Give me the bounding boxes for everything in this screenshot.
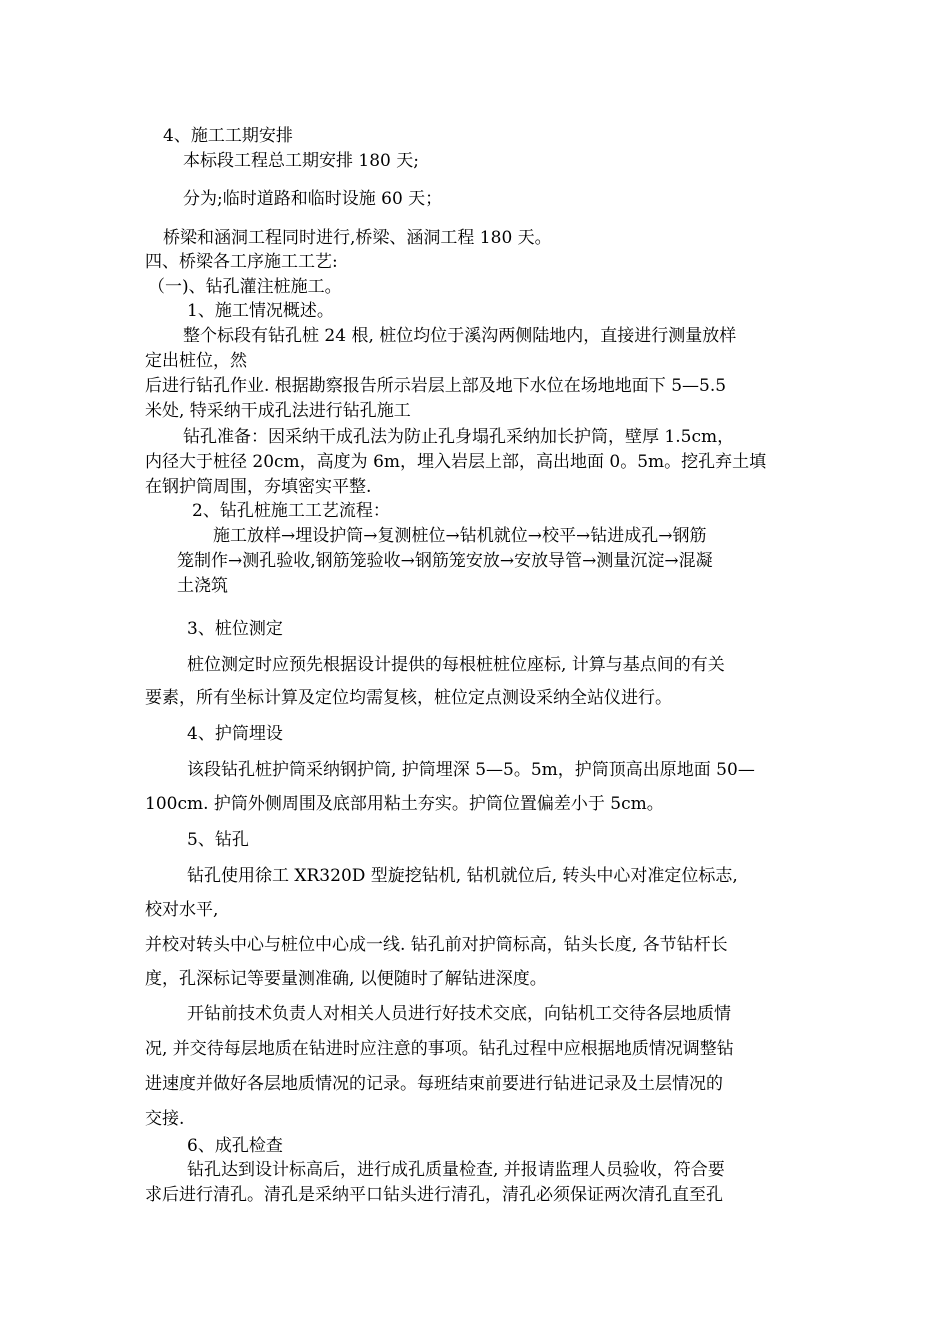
- paragraph-line: 定出桩位，然: [145, 351, 247, 371]
- paragraph-line: 施工放样→埋设护筒→复测桩位→钻机就位→校平→钻进成孔→钢筋: [213, 526, 707, 546]
- item-heading: 1、施工情况概述。: [187, 301, 334, 321]
- paragraph-line: 要素，所有坐标计算及定位均需复核，桩位定点测设采纳全站仪进行。: [145, 688, 672, 708]
- item-heading: 3、桩位测定: [187, 619, 283, 639]
- paragraph-line: 100cm. 护筒外侧周围及底部用粘土夯实。护筒位置偏差小于 5cm。: [145, 794, 664, 814]
- paragraph-line: 钻孔使用徐工 XR320D 型旋挖钻机, 钻机就位后, 转头中心对准定位标志,: [187, 866, 738, 886]
- paragraph-line: 钻孔准备：因采纳干成孔法为防止孔身塌孔采纳加长护筒，壁厚 1.5cm，: [183, 427, 735, 447]
- paragraph-line: 况, 并交待每层地质在钻进时应注意的事项。钻孔过程中应根据地质情况调整钻: [145, 1039, 734, 1059]
- paragraph-line: 并校对转头中心与桩位中心成一线. 钻孔前对护筒标高，钻头长度, 各节钻杆长: [145, 935, 728, 955]
- paragraph-line: 开钻前技术负责人对相关人员进行好技术交底，向钻机工交待各层地质情: [187, 1004, 731, 1024]
- item-heading: 5、钻孔: [187, 830, 249, 850]
- paragraph-line: 后进行钻孔作业. 根据勘察报告所示岩层上部及地下水位在场地地面下 5—5.5: [145, 376, 727, 396]
- paragraph-line: 桥梁和涵洞工程同时进行,桥梁、涵洞工程 180 天。: [163, 228, 552, 248]
- paragraph-line: 笼制作→测孔验收,钢筋笼验收→钢筋笼安放→安放导管→测量沉淀→混凝: [177, 551, 713, 571]
- paragraph-line: 桩位测定时应预先根据设计提供的每根桩桩位座标, 计算与基点间的有关: [187, 655, 725, 675]
- paragraph-line: 度，孔深标记等要量测准确, 以便随时了解钻进深度。: [145, 969, 547, 989]
- paragraph-line: 米处, 特采纳干成孔法进行钻孔施工: [145, 401, 411, 421]
- paragraph-line: 钻孔达到设计标高后，进行成孔质量检查, 并报请监理人员验收，符合要: [187, 1160, 725, 1180]
- paragraph-line: 土浇筑: [177, 576, 228, 596]
- chapter-heading: 四、桥梁各工序施工工艺:: [145, 252, 338, 272]
- paragraph-line: 校对水平,: [145, 900, 219, 920]
- paragraph-line: 求后进行清孔。清孔是采纳平口钻头进行清孔，清孔必须保证两次清孔直至孔: [145, 1185, 723, 1205]
- paragraph-line: 分为;临时道路和临时设施 60 天；: [183, 189, 443, 209]
- item-heading: 2、钻孔桩施工工艺流程：: [192, 501, 390, 521]
- paragraph-line: 该段钻孔桩护筒采纳钢护筒, 护筒埋深 5—5。5m，护筒顶高出原地面 50—: [187, 760, 755, 780]
- item-heading: 4、护筒埋设: [187, 724, 283, 744]
- paragraph-line: 本标段工程总工期安排 180 天;: [183, 151, 419, 171]
- paragraph-line: 整个标段有钻孔桩 24 根, 桩位均位于溪沟两侧陆地内，直接进行测量放样: [183, 326, 737, 346]
- subsection-heading: （一)、钻孔灌注桩施工。: [148, 277, 342, 297]
- item-heading: 6、成孔检查: [187, 1136, 283, 1156]
- paragraph-line: 交接.: [145, 1109, 185, 1129]
- paragraph-line: 内径大于桩径 20cm，高度为 6m，埋入岩层上部，高出地面 0。5m。挖孔弃土填: [145, 452, 767, 472]
- section-heading-schedule: 4、施工工期安排: [163, 126, 293, 146]
- paragraph-line: 进速度并做好各层地质情况的记录。每班结束前要进行钻进记录及土层情况的: [145, 1074, 723, 1094]
- paragraph-line: 在钢护筒周围，夯填密实平整.: [145, 477, 372, 497]
